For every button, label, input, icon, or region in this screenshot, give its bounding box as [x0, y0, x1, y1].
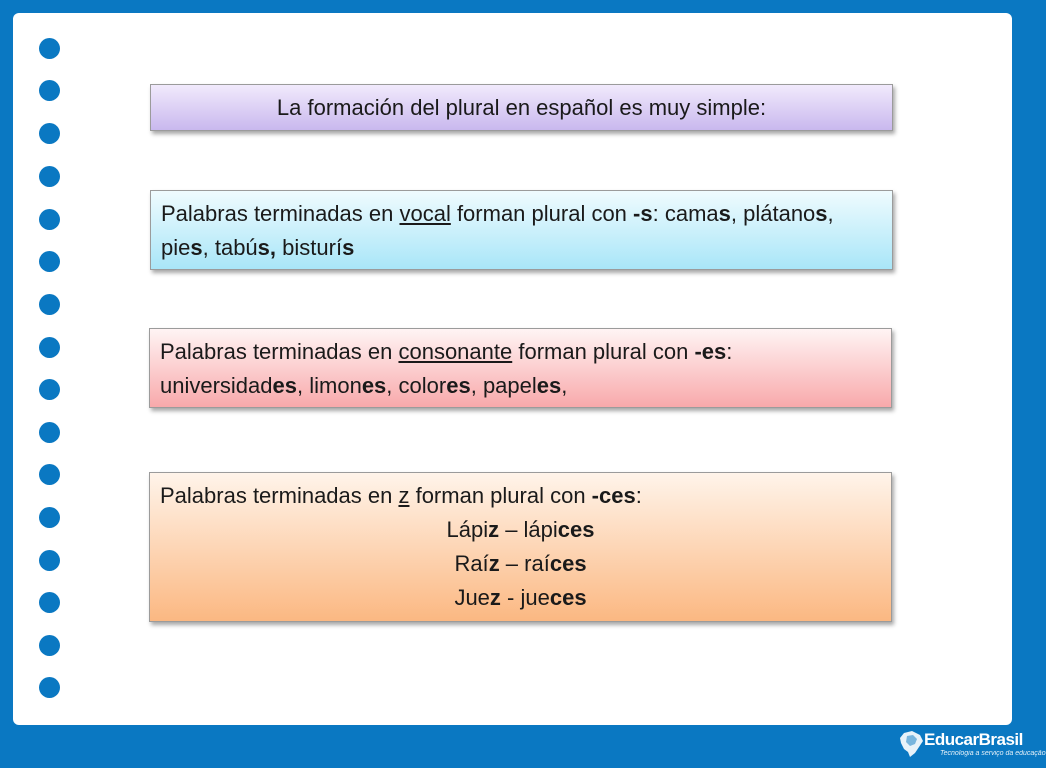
binder-hole [39, 38, 60, 59]
rule-prefix: Palabras terminadas en [160, 339, 399, 364]
title-box [150, 84, 893, 131]
educarbrasil-logo [898, 728, 1046, 764]
rule-middle: forman plural con [512, 339, 695, 364]
vowel-rule-box [150, 190, 893, 270]
binder-hole [39, 166, 60, 187]
rule-keyword: vocal [399, 201, 451, 226]
rule-keyword: z [398, 483, 410, 508]
rule-suffix: -es [694, 339, 727, 364]
example-word: camas, [664, 201, 744, 226]
binder-hole [39, 550, 60, 571]
rule-middle: forman plural con [409, 483, 592, 508]
rule-colon: : [652, 201, 665, 226]
example-word: papeles, [482, 373, 568, 398]
binder-hole [39, 123, 60, 144]
rule-colon: : [635, 483, 642, 508]
plural-pair: Raíz – raíces [454, 551, 587, 576]
z-rule-box [149, 472, 892, 622]
binder-hole [39, 251, 60, 272]
binder-hole [39, 379, 60, 400]
example-word: plátanos, [743, 201, 834, 226]
binder-hole [39, 635, 60, 656]
example-word: colores, [398, 373, 483, 398]
plural-pair: Juez - jueces [454, 585, 587, 610]
binder-hole [39, 337, 60, 358]
binder-hole [39, 209, 60, 230]
binder-hole [39, 677, 60, 698]
example-word: universidades, [160, 373, 310, 398]
logo-tagline: Tecnologia a serviço da educação [940, 750, 1046, 757]
rule-line [160, 479, 881, 513]
rule-middle: forman plural con [450, 201, 634, 226]
example-word: pies, [161, 235, 215, 260]
rule-suffix: -ces [591, 483, 636, 508]
brazil-map-icon [898, 730, 924, 758]
plural-pair: Lápiz – lápices [446, 517, 595, 542]
binder-hole [39, 464, 60, 485]
logo-name: EducarBrasil [924, 730, 1023, 749]
binder-hole [39, 592, 60, 613]
example-word: bisturís [282, 235, 355, 260]
binder-hole [39, 294, 60, 315]
binder-hole [39, 422, 60, 443]
example-word: tabús, [214, 235, 277, 260]
rule-prefix: Palabras terminadas en [161, 201, 400, 226]
example-word: limones, [309, 373, 399, 398]
rule-keyword: consonante [398, 339, 513, 364]
binder-hole [39, 507, 60, 528]
consonant-rule-box [149, 328, 892, 408]
binder-hole [39, 80, 60, 101]
rule-prefix: Palabras terminadas en [160, 483, 399, 508]
rule-colon: : [726, 339, 733, 364]
rule-suffix: -s [633, 201, 653, 226]
slide-title: La formación del plural en español es muy simple: [276, 95, 767, 120]
